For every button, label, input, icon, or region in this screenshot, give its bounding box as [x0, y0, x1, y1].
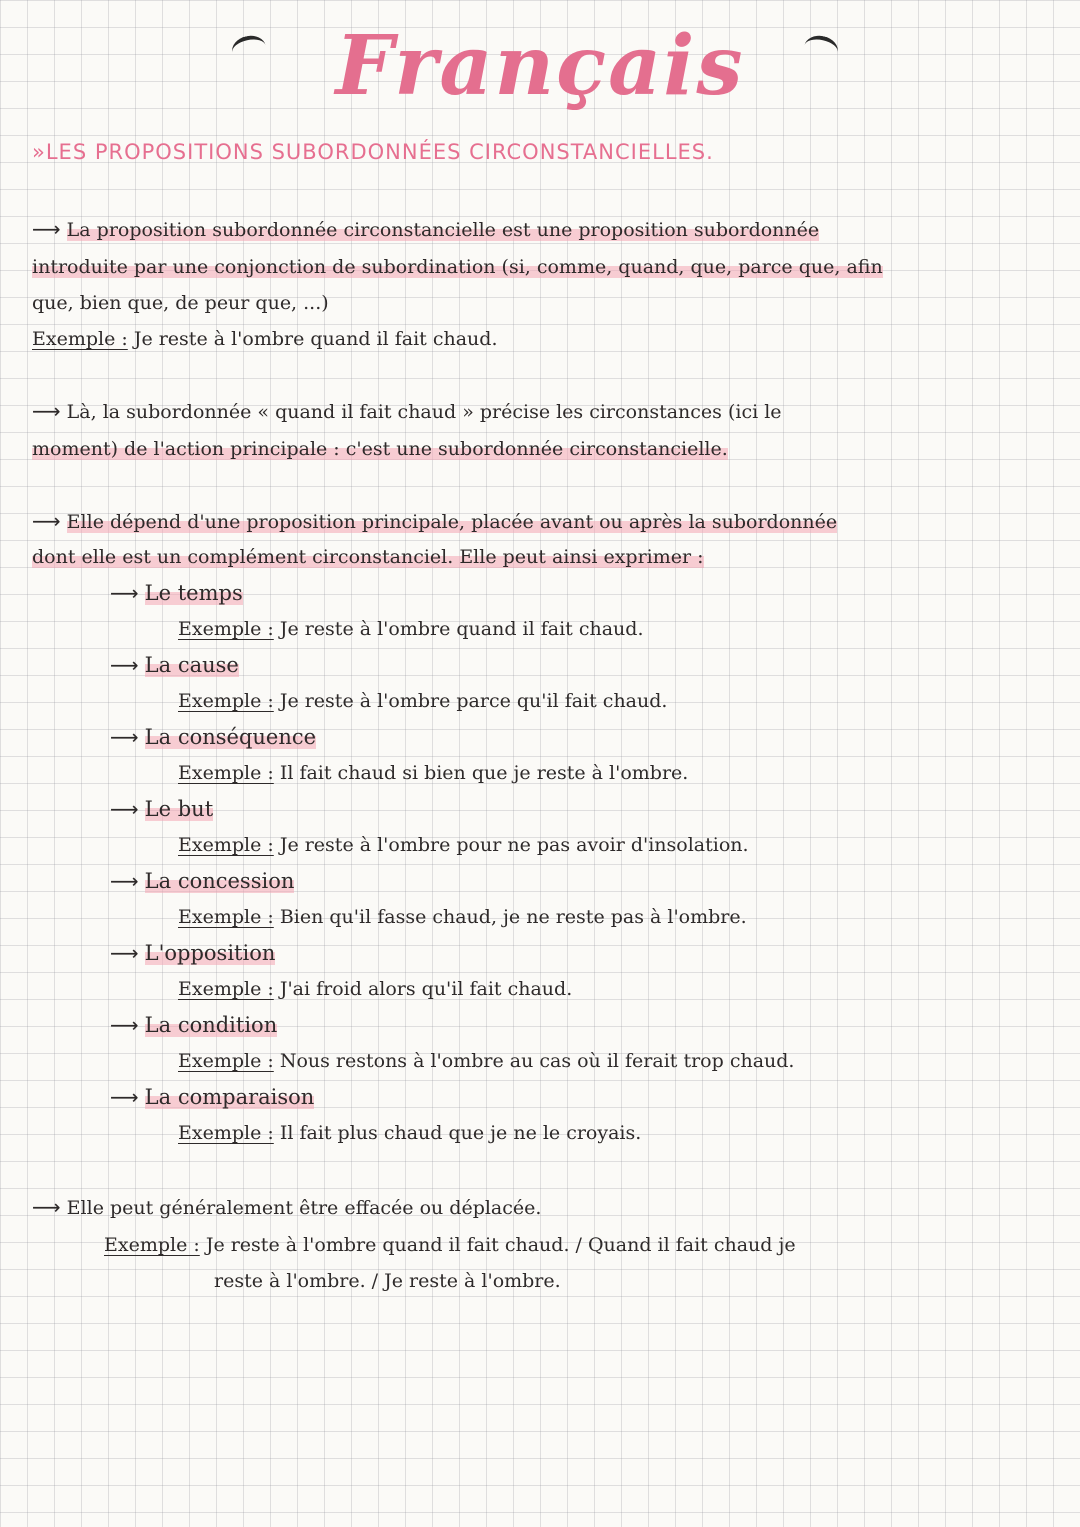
category-label: Le temps: [144, 581, 243, 605]
example-text: J'ai froid alors qu'il fait chaud.: [279, 978, 573, 1000]
arrow-icon: ⟶: [110, 725, 139, 749]
example-text: Nous restons à l'ombre au cas où il ferait trop chaud.: [279, 1050, 795, 1072]
explanation-line-2: [32, 434, 728, 464]
arrow-icon: ⟶: [110, 941, 139, 965]
arrow-icon: ⟶: [110, 653, 139, 677]
category-condition: [110, 1010, 277, 1040]
arrow-icon: ⟶: [110, 1085, 139, 1109]
explanation-text-1: Là, la subordonnée « quand il fait chaud » précise les circonstances (ici le: [66, 401, 782, 423]
category-label: Le but: [144, 797, 214, 821]
intro-line-2: [32, 252, 883, 282]
final-example-line-2: reste à l'ombre. / Je reste à l'ombre.: [214, 1270, 561, 1292]
section-heading: »LES PROPOSITIONS SUBORDONNÉES CIRCONSTANCIELLES.: [32, 140, 714, 164]
category-concession: [110, 866, 294, 896]
example-label: Exemple :: [178, 1050, 274, 1072]
category-example: [178, 1118, 641, 1148]
explanation-text-2: moment) de l'action principale : c'est une subordonnée circonstancielle.: [32, 438, 728, 460]
example-label: Exemple :: [32, 328, 128, 350]
final-text: Elle peut généralement être effacée ou déplacée.: [66, 1197, 542, 1219]
category-example: [178, 614, 644, 644]
dependency-text-2: dont elle est un complément circonstanciel. Elle peut ainsi exprimer :: [32, 546, 704, 568]
example-label: Exemple :: [104, 1234, 200, 1256]
intro-line-3: que, bien que, de peur que, ...): [32, 292, 329, 314]
example-text: Je reste à l'ombre parce qu'il fait chaud.: [279, 690, 668, 712]
category-label: La cause: [144, 653, 239, 677]
page-title: Français: [335, 18, 745, 114]
example-text: Il fait plus chaud que je ne le croyais.: [279, 1122, 642, 1144]
arrow-icon: ⟶: [32, 1195, 61, 1219]
example-label: Exemple :: [178, 762, 274, 784]
category-example: [178, 758, 688, 788]
intro-text-1: La proposition subordonnée circonstancielle est une proposition subordonnée: [66, 219, 820, 241]
example-label: Exemple :: [178, 834, 274, 856]
example-text: Je reste à l'ombre quand il fait chaud.: [133, 328, 498, 350]
example-text: Bien qu'il fasse chaud, je ne reste pas à l'ombre.: [279, 906, 747, 928]
category-temps: [110, 578, 243, 608]
final-line-1: [32, 1192, 541, 1223]
example-text: Je reste à l'ombre quand il fait chaud. / Quand il fait chaud je: [205, 1234, 796, 1256]
category-example: [178, 1046, 794, 1076]
dependency-text-1: Elle dépend d'une proposition principale, placée avant ou après la subordonnée: [66, 511, 838, 533]
arrow-icon: ⟶: [32, 399, 61, 423]
category-example: [178, 974, 572, 1004]
example-text: Il fait chaud si bien que je reste à l'ombre.: [279, 762, 689, 784]
category-consequence: [110, 722, 316, 752]
category-example: [178, 686, 667, 716]
category-label: La comparaison: [144, 1085, 315, 1109]
category-comparaison: [110, 1082, 314, 1112]
example-label: Exemple :: [178, 690, 274, 712]
category-label: La conséquence: [144, 725, 317, 749]
category-label: L'opposition: [144, 941, 276, 965]
arrow-icon: ⟶: [32, 509, 61, 533]
arrow-icon: ⟶: [110, 869, 139, 893]
final-example-line-1: [104, 1230, 796, 1260]
category-example: [178, 902, 747, 932]
dependency-line-1: [32, 506, 837, 537]
example-text: Je reste à l'ombre pour ne pas avoir d'insolation.: [279, 834, 749, 856]
arrow-icon: ⟶: [32, 217, 61, 241]
intro-line-1: [32, 214, 819, 245]
arrow-icon: ⟶: [110, 581, 139, 605]
example-label: Exemple :: [178, 1122, 274, 1144]
dependency-line-2: [32, 542, 704, 572]
arrow-icon: ⟶: [110, 797, 139, 821]
category-label: La concession: [144, 869, 295, 893]
category-but: [110, 794, 213, 824]
category-label: La condition: [144, 1013, 278, 1037]
intro-text-2: introduite par une conjonction de subordination (si, comme, quand, que, parce que, afin: [32, 256, 883, 278]
example-text: Je reste à l'ombre quand il fait chaud.: [279, 618, 644, 640]
category-cause: [110, 650, 239, 680]
arrow-icon: ⟶: [110, 1013, 139, 1037]
example-label: Exemple :: [178, 978, 274, 1000]
example-label: Exemple :: [178, 906, 274, 928]
category-example: [178, 830, 749, 860]
explanation-line-1: [32, 396, 782, 427]
intro-example: [32, 324, 498, 354]
category-opposition: [110, 938, 275, 968]
example-label: Exemple :: [178, 618, 274, 640]
